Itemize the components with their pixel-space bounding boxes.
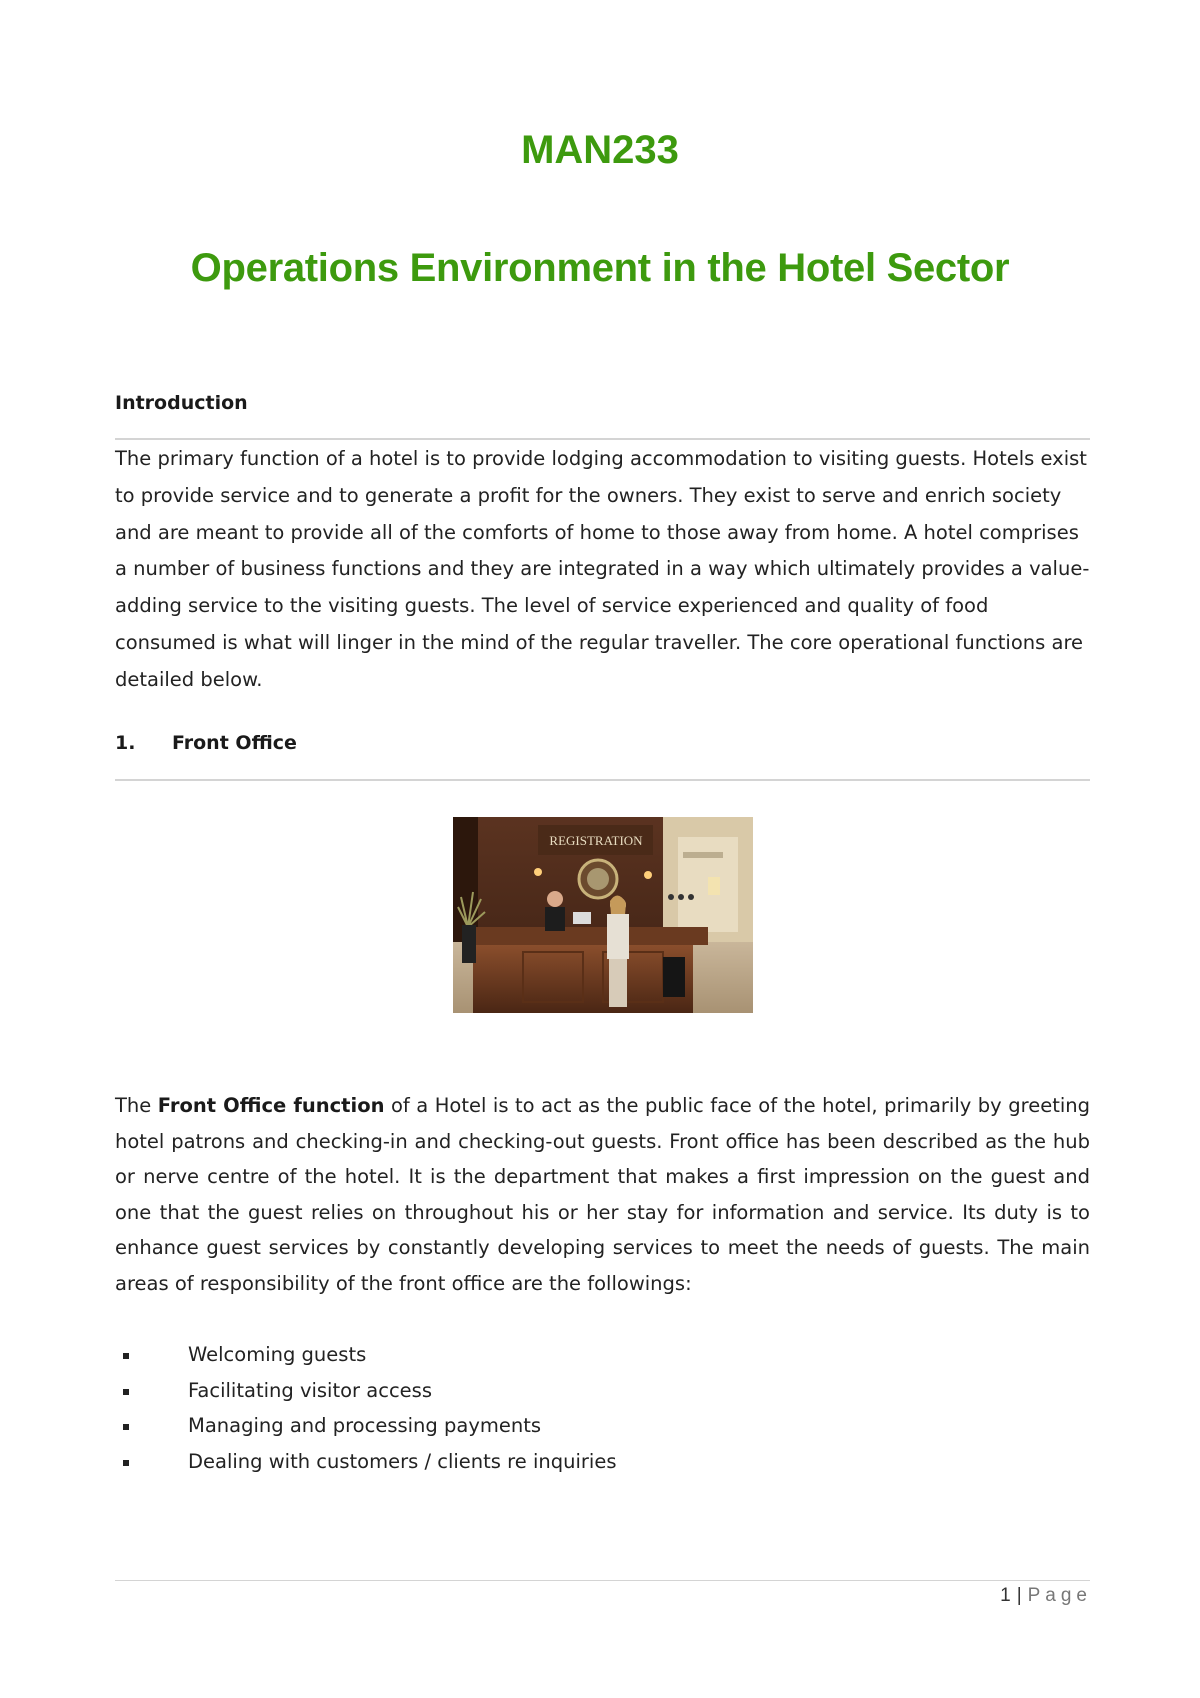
introduction-heading: Introduction [115, 392, 248, 414]
page-footer [1000, 1585, 1092, 1607]
footer-divider [115, 1580, 1090, 1581]
section-title: Front Office [172, 732, 297, 754]
responsibilities-list [115, 1337, 616, 1479]
course-code: MAN233 [521, 128, 679, 172]
square-bullet-icon [123, 1389, 129, 1395]
page-number: 1 [1000, 1585, 1011, 1606]
square-bullet-icon [123, 1424, 129, 1430]
section-heading-front-office [115, 732, 297, 754]
front-office-photo [453, 817, 753, 1013]
footer-separator: | [1016, 1585, 1022, 1606]
list-item [115, 1373, 616, 1409]
section-divider [115, 779, 1090, 781]
document-title: Operations Environment in the Hotel Sector [190, 246, 1010, 290]
list-item [115, 1444, 616, 1480]
introduction-paragraph: The primary function of a hotel is to provide lodging accommodation to visiting guests. Hotels exist to provide service and to generate a profit for the owners. They exist to serve and enrich society and are meant to provide all of the comforts of home to those away from home. A hotel comprises a number of business functions and they are integrated in a way which ultimately provides a value-adding service to the visiting guests. The level of service experienced and quality of food consumed is what will linger in the mind of the regular traveller. The core operational functions are detailed below. [115, 447, 1090, 691]
square-bullet-icon [123, 1460, 129, 1466]
heading-divider [115, 438, 1090, 440]
list-item-text: Facilitating visitor access [188, 1378, 432, 1402]
list-item [115, 1337, 616, 1373]
paragraph-rest: of a Hotel is to act as the public face of the hotel, primarily by greeting hotel patrons and checking-in and checking-out guests. Front office has been described as the hub or nerve centre of the hotel. It is the department that makes a first impression on the guest and one that the guest relies on throughout his or her stay for information and service. Its duty is to enhance guest services by constantly developing services to meet the needs of guests. The main areas of responsibility of the front office are the followings: [115, 1094, 1090, 1295]
list-item-text: Welcoming guests [188, 1343, 367, 1366]
section-number: 1. [115, 732, 136, 754]
front-office-paragraph [115, 1088, 1090, 1302]
paragraph-bold-term: Front Office function [157, 1094, 385, 1117]
page-label: Page [1027, 1585, 1092, 1606]
paragraph-lead: The [115, 1094, 158, 1117]
list-item-text: Dealing with customers / clients re inquiries [188, 1449, 617, 1473]
square-bullet-icon [123, 1353, 129, 1359]
registration-sign: REGISTRATION [549, 833, 643, 848]
list-item-text: Managing and processing payments [188, 1414, 542, 1438]
list-item [115, 1408, 616, 1444]
